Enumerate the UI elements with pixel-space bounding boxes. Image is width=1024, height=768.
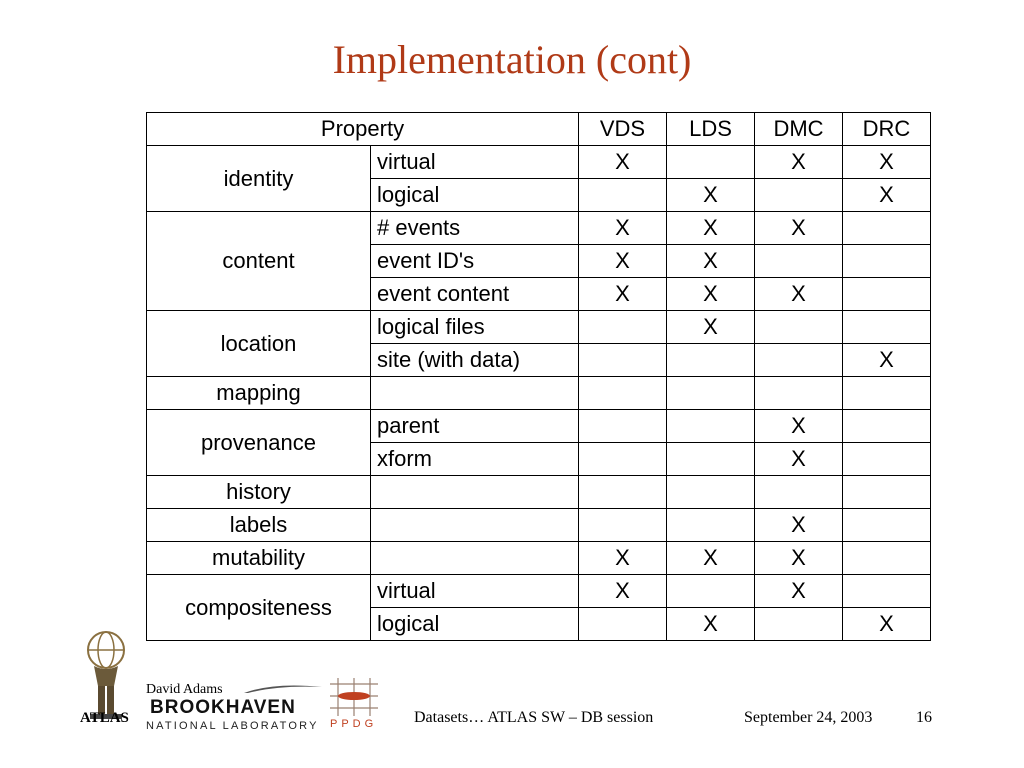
mark-cell-dmc: X	[755, 575, 843, 608]
mark-cell-drc	[843, 476, 931, 509]
mark-cell-dmc: X	[755, 509, 843, 542]
mark-cell-dmc	[755, 377, 843, 410]
subproperty-cell: # events	[371, 212, 579, 245]
header-vds: VDS	[579, 113, 667, 146]
mark-cell-dmc	[755, 311, 843, 344]
mark-cell-drc	[843, 278, 931, 311]
table-row	[147, 509, 931, 542]
mark-cell-drc	[843, 509, 931, 542]
mark-cell-lds	[667, 443, 755, 476]
mark-cell-dmc: X	[755, 146, 843, 179]
table-row	[147, 377, 931, 410]
mark-cell-drc: X	[843, 344, 931, 377]
subproperty-cell	[371, 476, 579, 509]
mark-cell-lds	[667, 509, 755, 542]
header-dmc: DMC	[755, 113, 843, 146]
mark-cell-vds	[579, 410, 667, 443]
subproperty-cell	[371, 542, 579, 575]
slide-title: Implementation (cont)	[332, 37, 692, 82]
mark-cell-drc	[843, 575, 931, 608]
mark-cell-lds	[667, 410, 755, 443]
subproperty-cell: virtual	[371, 146, 579, 179]
mark-cell-vds	[579, 344, 667, 377]
property-cell: provenance	[147, 410, 371, 476]
mark-cell-drc	[843, 212, 931, 245]
subproperty-cell: event ID's	[371, 245, 579, 278]
brookhaven-name: BROOKHAVEN	[150, 697, 296, 718]
ppdg-logo-icon	[326, 676, 382, 720]
table-row	[147, 311, 931, 344]
property-cell: mapping	[147, 377, 371, 410]
subproperty-cell	[371, 509, 579, 542]
subproperty-cell: logical files	[371, 311, 579, 344]
atlas-logo-icon	[76, 628, 136, 720]
footer-page-number: 16	[916, 709, 932, 726]
header-property: Property	[147, 113, 579, 146]
mark-cell-drc	[843, 443, 931, 476]
mark-cell-vds	[579, 476, 667, 509]
subproperty-cell: parent	[371, 410, 579, 443]
mark-cell-lds: X	[667, 179, 755, 212]
subproperty-cell: site (with data)	[371, 344, 579, 377]
mark-cell-vds: X	[579, 146, 667, 179]
table-row	[147, 146, 931, 179]
mark-cell-dmc	[755, 476, 843, 509]
mark-cell-vds: X	[579, 575, 667, 608]
mark-cell-drc	[843, 542, 931, 575]
table-body	[147, 113, 931, 641]
subproperty-cell: virtual	[371, 575, 579, 608]
mark-cell-lds	[667, 476, 755, 509]
mark-cell-vds	[579, 509, 667, 542]
subproperty-cell: logical	[371, 608, 579, 641]
mark-cell-lds: X	[667, 245, 755, 278]
footer-author: David Adams	[146, 682, 223, 697]
mark-cell-dmc	[755, 344, 843, 377]
footer-session: Datasets… ATLAS SW – DB session	[414, 709, 654, 726]
mark-cell-vds	[579, 608, 667, 641]
table-row	[147, 476, 931, 509]
subproperty-cell: logical	[371, 179, 579, 212]
mark-cell-dmc: X	[755, 212, 843, 245]
mark-cell-drc: X	[843, 146, 931, 179]
property-cell: location	[147, 311, 371, 377]
table-row	[147, 575, 931, 608]
property-cell: history	[147, 476, 371, 509]
mark-cell-drc	[843, 311, 931, 344]
mark-cell-drc	[843, 377, 931, 410]
mark-cell-vds	[579, 179, 667, 212]
mark-cell-dmc: X	[755, 443, 843, 476]
ppdg-text: PPDG	[330, 718, 378, 730]
mark-cell-lds: X	[667, 311, 755, 344]
mark-cell-lds: X	[667, 212, 755, 245]
mark-cell-vds: X	[579, 212, 667, 245]
mark-cell-dmc	[755, 608, 843, 641]
subproperty-cell: xform	[371, 443, 579, 476]
mark-cell-vds: X	[579, 278, 667, 311]
mark-cell-vds	[579, 377, 667, 410]
mark-cell-drc: X	[843, 608, 931, 641]
property-cell: content	[147, 212, 371, 311]
property-cell: mutability	[147, 542, 371, 575]
mark-cell-vds: X	[579, 245, 667, 278]
mark-cell-lds: X	[667, 278, 755, 311]
table-row	[147, 410, 931, 443]
mark-cell-vds	[579, 311, 667, 344]
header-lds: LDS	[667, 113, 755, 146]
subproperty-cell: event content	[371, 278, 579, 311]
mark-cell-lds	[667, 575, 755, 608]
footer-atlas: ATLAS	[80, 710, 129, 726]
mark-cell-lds	[667, 146, 755, 179]
subproperty-cell	[371, 377, 579, 410]
mark-cell-drc: X	[843, 179, 931, 212]
mark-cell-vds	[579, 443, 667, 476]
mark-cell-dmc: X	[755, 410, 843, 443]
table-row	[147, 212, 931, 245]
mark-cell-dmc	[755, 179, 843, 212]
property-cell: labels	[147, 509, 371, 542]
mark-cell-lds	[667, 344, 755, 377]
property-cell: compositeness	[147, 575, 371, 641]
table-row	[147, 542, 931, 575]
mark-cell-dmc	[755, 245, 843, 278]
header-drc: DRC	[843, 113, 931, 146]
footer-date: September 24, 2003	[744, 709, 873, 726]
mark-cell-lds: X	[667, 608, 755, 641]
mark-cell-dmc: X	[755, 278, 843, 311]
property-table	[146, 112, 931, 641]
brookhaven-swoosh-icon	[144, 684, 324, 694]
mark-cell-vds: X	[579, 542, 667, 575]
table-header-row	[147, 113, 931, 146]
brookhaven-subtitle: NATIONAL LABORATORY	[146, 720, 319, 732]
mark-cell-dmc: X	[755, 542, 843, 575]
mark-cell-drc	[843, 410, 931, 443]
mark-cell-drc	[843, 245, 931, 278]
mark-cell-lds: X	[667, 542, 755, 575]
property-cell: identity	[147, 146, 371, 212]
mark-cell-lds	[667, 377, 755, 410]
